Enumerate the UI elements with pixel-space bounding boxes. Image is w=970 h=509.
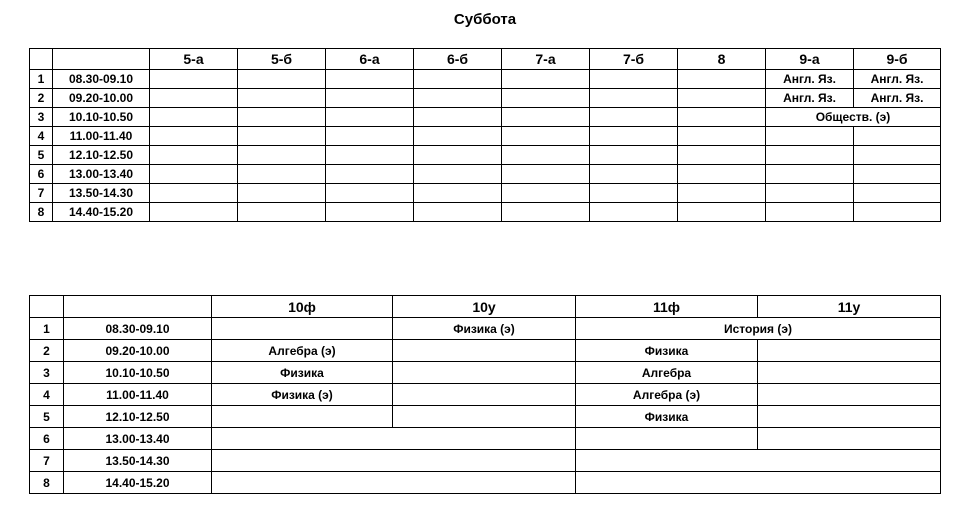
period-time: 12.10-12.50: [64, 406, 212, 428]
lesson-cell: [238, 184, 326, 203]
period-time: 08.30-09.10: [64, 318, 212, 340]
lesson-cell: [502, 203, 590, 222]
table-row: [30, 146, 941, 165]
lesson-cell: Англ. Яз.: [766, 70, 854, 89]
lesson-cell: Алгебра (э): [212, 340, 393, 362]
class-header: 11у: [758, 296, 941, 318]
class-header: 7-а: [502, 49, 590, 70]
table-row: [30, 362, 941, 384]
lesson-cell: [766, 203, 854, 222]
period-time: 10.10-10.50: [64, 362, 212, 384]
lesson-cell: [758, 340, 941, 362]
period-number: 2: [30, 89, 53, 108]
period-time: 14.40-15.20: [53, 203, 150, 222]
period-time: 13.50-14.30: [53, 184, 150, 203]
lesson-cell: [758, 384, 941, 406]
lesson-cell: [238, 89, 326, 108]
lesson-cell: [590, 146, 678, 165]
lesson-cell: [393, 340, 576, 362]
lesson-cell: [576, 450, 941, 472]
lesson-cell: [414, 89, 502, 108]
class-header: 10ф: [212, 296, 393, 318]
period-number: 2: [30, 340, 64, 362]
class-header: 8: [678, 49, 766, 70]
lesson-cell: [502, 165, 590, 184]
lesson-cell: [150, 203, 238, 222]
lesson-cell: [576, 428, 758, 450]
lesson-cell: [678, 203, 766, 222]
lesson-cell: [326, 146, 414, 165]
table-row: [30, 165, 941, 184]
lesson-cell: [590, 203, 678, 222]
lesson-cell: [502, 108, 590, 127]
class-header: 10у: [393, 296, 576, 318]
lesson-cell: [326, 184, 414, 203]
lesson-cell: Англ. Яз.: [766, 89, 854, 108]
period-time: 09.20-10.00: [53, 89, 150, 108]
period-number: 8: [30, 203, 53, 222]
lesson-cell: [678, 165, 766, 184]
lesson-cell: [590, 89, 678, 108]
table-row: [30, 450, 941, 472]
lesson-cell: Физика (э): [212, 384, 393, 406]
lesson-cell: Физика: [212, 362, 393, 384]
header-empty-cell: [30, 296, 64, 318]
class-header: 9-б: [854, 49, 941, 70]
lesson-cell: [590, 165, 678, 184]
schedule-table-grades-5-9: [29, 48, 941, 222]
lesson-cell: Алгебра: [576, 362, 758, 384]
lesson-cell: Алгебра (э): [576, 384, 758, 406]
lesson-cell: [326, 127, 414, 146]
period-number: 4: [30, 127, 53, 146]
class-header: 5-а: [150, 49, 238, 70]
lesson-cell: [758, 428, 941, 450]
lesson-cell: [414, 203, 502, 222]
period-time: 10.10-10.50: [53, 108, 150, 127]
lesson-cell: [854, 165, 941, 184]
lesson-cell: [326, 108, 414, 127]
lesson-cell: Физика: [576, 340, 758, 362]
lesson-cell: [212, 318, 393, 340]
lesson-cell: [238, 127, 326, 146]
table-row: [30, 406, 941, 428]
lesson-cell: [590, 70, 678, 89]
period-number: 3: [30, 362, 64, 384]
period-number: 3: [30, 108, 53, 127]
lesson-cell: [238, 146, 326, 165]
table-row: [30, 108, 941, 127]
period-number: 8: [30, 472, 64, 494]
class-header: 9-а: [766, 49, 854, 70]
header-empty-cell: [64, 296, 212, 318]
schedule-table-grades-10-11: [29, 295, 941, 494]
lesson-cell: [590, 184, 678, 203]
class-header: 6-а: [326, 49, 414, 70]
period-number: 7: [30, 450, 64, 472]
lesson-cell: [150, 127, 238, 146]
lesson-cell: [212, 472, 576, 494]
lesson-cell: Физика: [576, 406, 758, 428]
lesson-cell: [678, 70, 766, 89]
lesson-cell: [854, 203, 941, 222]
lesson-cell: [414, 108, 502, 127]
table-row: [30, 203, 941, 222]
lesson-cell: Англ. Яз.: [854, 70, 941, 89]
lesson-cell: [576, 472, 941, 494]
period-number: 1: [30, 70, 53, 89]
lesson-cell: [766, 146, 854, 165]
lesson-cell: [502, 184, 590, 203]
lesson-cell: [326, 89, 414, 108]
lesson-cell: [590, 108, 678, 127]
period-time: 09.20-10.00: [64, 340, 212, 362]
lesson-cell: [678, 108, 766, 127]
lesson-cell: [212, 428, 576, 450]
lesson-cell: [212, 450, 576, 472]
class-header: 5-б: [238, 49, 326, 70]
table-row: [30, 384, 941, 406]
class-header: 6-б: [414, 49, 502, 70]
period-time: 08.30-09.10: [53, 70, 150, 89]
lesson-cell: [758, 406, 941, 428]
lesson-cell: [238, 108, 326, 127]
lesson-cell: [414, 146, 502, 165]
lesson-cell: [393, 406, 576, 428]
lesson-cell: [766, 184, 854, 203]
lesson-cell: [678, 127, 766, 146]
header-empty-cell: [53, 49, 150, 70]
table-row: [30, 318, 941, 340]
lesson-cell: [766, 165, 854, 184]
table-row: [30, 428, 941, 450]
lesson-cell: [414, 165, 502, 184]
lesson-cell: [238, 203, 326, 222]
class-header: 7-б: [590, 49, 678, 70]
period-time: 12.10-12.50: [53, 146, 150, 165]
lesson-cell: [502, 89, 590, 108]
lesson-cell: История (э): [576, 318, 941, 340]
lesson-cell: [854, 127, 941, 146]
lesson-cell: Обществ. (э): [766, 108, 941, 127]
lesson-cell: [854, 184, 941, 203]
lesson-cell: [590, 127, 678, 146]
lesson-cell: [393, 362, 576, 384]
lesson-cell: [238, 165, 326, 184]
header-empty-cell: [30, 49, 53, 70]
lesson-cell: [854, 146, 941, 165]
period-number: 6: [30, 428, 64, 450]
table-row: [30, 70, 941, 89]
header-row: [30, 49, 941, 70]
lesson-cell: [150, 165, 238, 184]
lesson-cell: [393, 384, 576, 406]
lesson-cell: [502, 70, 590, 89]
header-row: [30, 296, 941, 318]
lesson-cell: [502, 127, 590, 146]
table-row: [30, 89, 941, 108]
lesson-cell: [238, 70, 326, 89]
table-row: [30, 472, 941, 494]
period-number: 4: [30, 384, 64, 406]
lesson-cell: [150, 70, 238, 89]
page-title: Суббота: [453, 11, 517, 28]
lesson-cell: [150, 108, 238, 127]
lesson-cell: [212, 406, 393, 428]
period-number: 5: [30, 146, 53, 165]
period-time: 13.50-14.30: [64, 450, 212, 472]
lesson-cell: [414, 127, 502, 146]
lesson-cell: [326, 203, 414, 222]
period-number: 7: [30, 184, 53, 203]
period-time: 11.00-11.40: [53, 127, 150, 146]
table-row: [30, 184, 941, 203]
lesson-cell: Англ. Яз.: [854, 89, 941, 108]
lesson-cell: [766, 127, 854, 146]
period-time: 11.00-11.40: [64, 384, 212, 406]
lesson-cell: Физика (э): [393, 318, 576, 340]
lesson-cell: [326, 70, 414, 89]
period-time: 13.00-13.40: [64, 428, 212, 450]
lesson-cell: [414, 70, 502, 89]
class-header: 11ф: [576, 296, 758, 318]
lesson-cell: [502, 146, 590, 165]
period-number: 5: [30, 406, 64, 428]
lesson-cell: [150, 89, 238, 108]
lesson-cell: [678, 89, 766, 108]
lesson-cell: [758, 362, 941, 384]
lesson-cell: [414, 184, 502, 203]
period-number: 6: [30, 165, 53, 184]
table-row: [30, 340, 941, 362]
period-time: 14.40-15.20: [64, 472, 212, 494]
lesson-cell: [678, 184, 766, 203]
lesson-cell: [150, 184, 238, 203]
lesson-cell: [678, 146, 766, 165]
period-time: 13.00-13.40: [53, 165, 150, 184]
table-row: [30, 127, 941, 146]
period-number: 1: [30, 318, 64, 340]
lesson-cell: [150, 146, 238, 165]
lesson-cell: [326, 165, 414, 184]
